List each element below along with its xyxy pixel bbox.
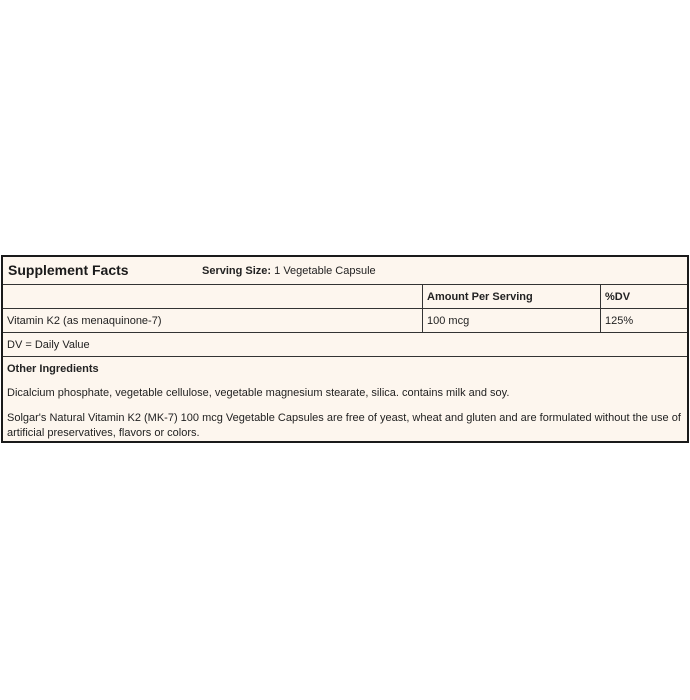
- other-ingredients-heading: Other Ingredients: [7, 363, 99, 375]
- header-amount-per-serving: Amount Per Serving: [423, 285, 601, 308]
- supplement-facts-panel: [1, 255, 689, 443]
- column-header-row: [3, 285, 687, 309]
- other-ingredients-section: [3, 357, 687, 441]
- free-from-statement: Solgar's Natural Vitamin K2 (MK-7) 100 mcg Vegetable Capsules are free of yeast, wheat and gluten and are formulated without the use of artificial preservatives, flavors or colors.: [7, 412, 681, 439]
- dv-note: DV = Daily Value: [7, 339, 90, 351]
- serving-size-label: Serving Size:: [202, 265, 272, 277]
- header-percent-dv: %DV: [605, 290, 631, 303]
- serving-size: [202, 265, 376, 277]
- nutrient-name: Vitamin K2 (as menaquinone-7): [3, 309, 423, 332]
- title-row: [3, 257, 687, 285]
- table-row: [3, 309, 687, 333]
- supplement-facts-title: Supplement Facts: [8, 262, 129, 278]
- dv-note-row: [3, 333, 687, 357]
- other-ingredients-list: Dicalcium phosphate, vegetable cellulose, vegetable magnesium stearate, silica. contains milk and soy.: [7, 387, 510, 399]
- serving-size-value: 1 Vegetable Capsule: [274, 265, 376, 277]
- nutrient-dv: 125%: [605, 314, 634, 327]
- nutrient-amount: 100 mcg: [423, 309, 601, 332]
- header-nutrient-cell: [3, 285, 423, 308]
